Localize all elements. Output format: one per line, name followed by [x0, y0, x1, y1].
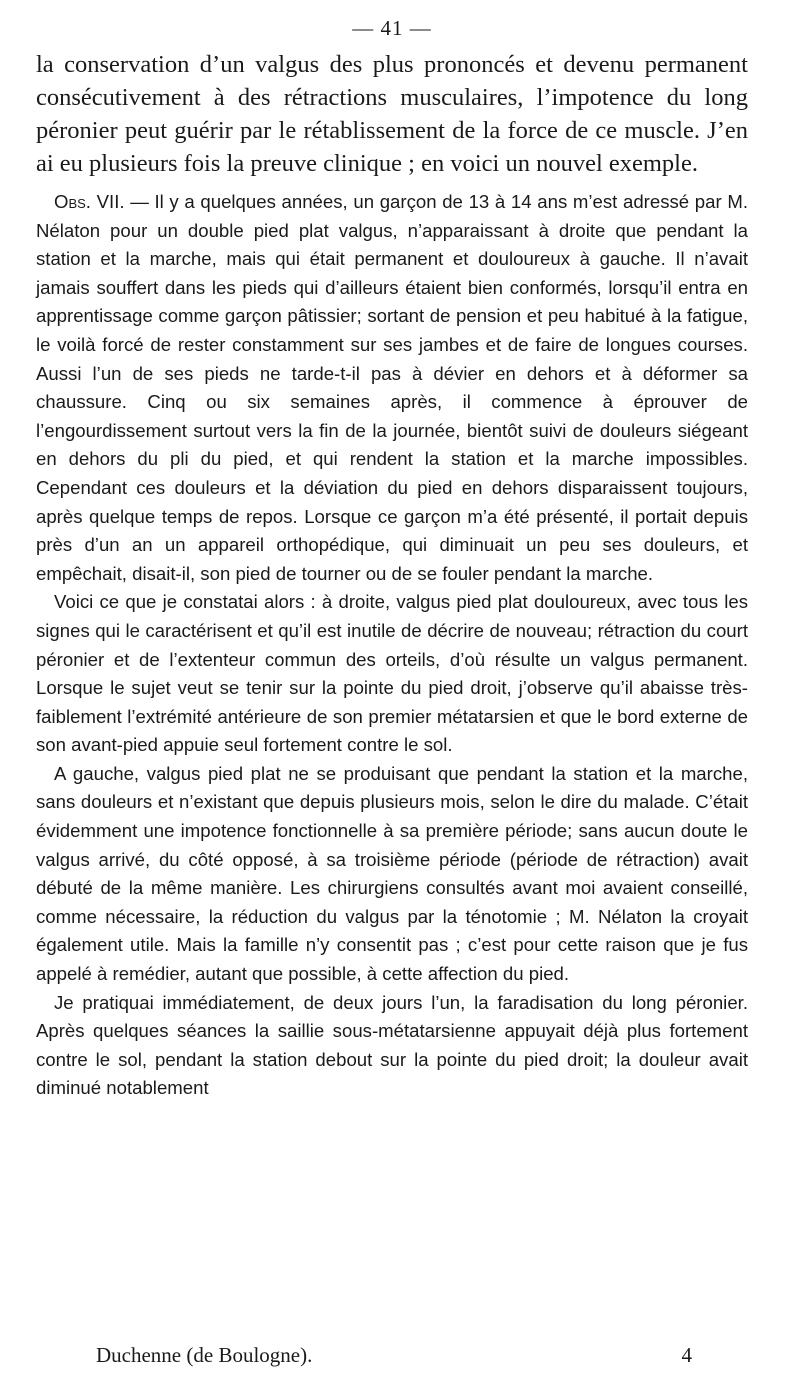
page-footer — [96, 1340, 718, 1370]
book-page — [36, 14, 748, 1370]
signature-mark: 4 — [681, 1343, 692, 1367]
body-paragraph: Je pratiquai immédiatement, de deux jours l’un, la faradisation du long péronier. Après quelques séances la saillie sous-métatarsienne appuyait déjà plus fortement contre le sol, pendant la station debout sur la pointe du pied droit; la douleur avait diminué notablement — [36, 991, 748, 1099]
observation-label: Obs. VII. — [54, 191, 125, 212]
body-paragraph: A gauche, valgus pied plat ne se produisant que pendant la station et la marche, sans douleurs et n’existant que depuis plusieurs mois, selon le dire du malade. C’était évidemment une impotence fonctionnelle à sa première période; sans aucun doute le valgus arrivé, du côté opposé, à sa troisième période (période de rétraction) avait débuté de la même manière. Les chirurgiens consultés avant moi avaient conseillé, comme nécessaire, la réduction du valgus par la ténotomie ; M. Nélaton la croyait également utile. Mais la famille n’y consentit pas ; c’est pour cette raison que je fus appelé à remédier, autant que possible, à cette affection du pied. — [36, 762, 748, 985]
footer-author: Duchenne (de Boulogne). — [96, 1343, 313, 1367]
observation-paragraph — [36, 188, 748, 588]
page-number: — 41 — — [352, 16, 432, 40]
lead-paragraph: la conservation d’un valgus des plus prononcés et devenu permanent consécutivement à des rétractions musculaires, l’impotence du long péronier peut guérir par le rétablissement de la force de ce muscle. J’en ai eu plusieurs fois la preuve clinique ; en voici un nouvel exemple. — [36, 51, 748, 177]
body-paragraph: Voici ce que je constatai alors : à droite, valgus pied plat douloureux, avec tous les signes qui le caractérisent et qu’il est inutile de décrire de nouveau; rétraction du court péronier et de l’extenteur commun des orteils, d’où résulte un valgus permanent. Lorsque le sujet veut se tenir sur la pointe du pied droit, j’observe qu’il abaisse très-faiblement l’extrémité antérieure de son premier métatarsien et que le bord externe de son avant-pied appuie seul fortement contre le sol. — [36, 591, 748, 756]
observation-text: — Il y a quelques années, un garçon de 13 à 14 ans m’est adressé par M. Nélaton pour un double pied plat valgus, n’apparaissant à droite que pendant la station et la marche, mais qui était permanent et douloureux à gauche. Il n’avait jamais souffert dans les pieds qui d’ailleurs étaient bien conformés, lorsqu’il entra en apprentissage comme garçon pâtissier; sortant de pension et peu habitué à la fatigue, le voilà forcé de rester constamment sur ses jambes et de faire de longues courses. Aussi l’un de ses pieds ne tarde-t-il pas à dévier en dehors et à déformer sa chaussure. Cinq ou six semaines après, il commence à éprouver de l’engourdissement surtout vers la fin de la journée, bientôt suivi de douleurs siégeant en dehors du pli du pied, et qui rendent la station et la marche impossibles. Cependant ces douleurs et la déviation du pied en dehors disparaissent toujours, après quelque temps de repos. Lorsque ce garçon m’a été présenté, il portait depuis près d’un an un appareil orthopédique, qui diminuait un peu ses douleurs, et empêchait, disait-il, son pied de tourner ou de se fouler pendant la marche. — [36, 191, 748, 584]
